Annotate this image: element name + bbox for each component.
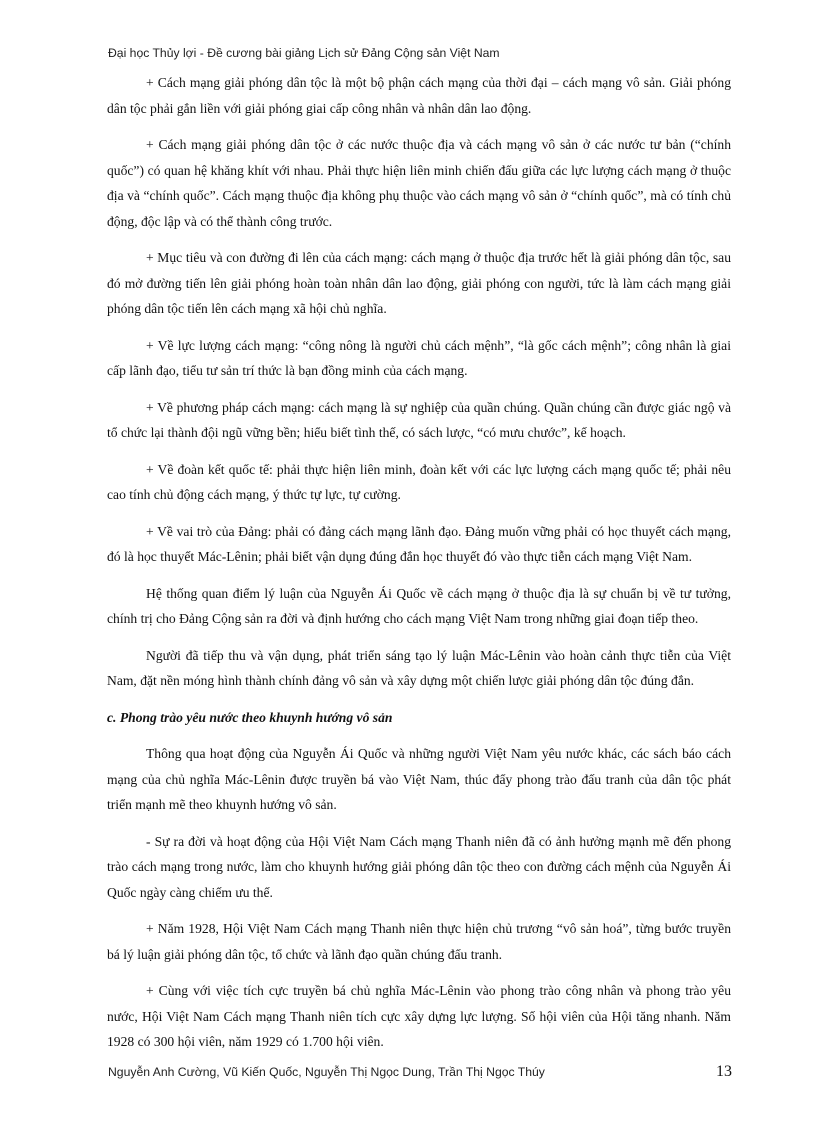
paragraph: - Sự ra đời và hoạt động của Hội Việt Nam Cách mạng Thanh niên đã có ảnh hưởng mạnh mẽ đến phong trào cách mạng trong nước, làm cho khuynh hướng giải phóng dân tộc theo con đường cách mệnh của Nguyễn Ái Quốc ngày càng chiếm ưu thế. [107,833,731,900]
paragraph: + Về đoàn kết quốc tế: phải thực hiện liên minh, đoàn kết với các lực lượng cách mạng quốc tế; phải nêu cao tính chủ động cách mạng, ý thức tự lực, tự cường. [107,461,731,502]
footer-authors: Nguyễn Anh Cường, Vũ Kiến Quốc, Nguyễn Thị Ngọc Dung, Trần Thị Ngọc Thúy [108,1065,545,1079]
paragraph: Hệ thống quan điểm lý luận của Nguyễn Ái Quốc về cách mạng ở thuộc địa là sự chuẩn bị về tư tưởng, chính trị cho Đảng Cộng sản ra đời và định hướng cho cách mạng Việt Nam trong những giai đoạn tiếp theo. [107,585,731,626]
paragraph: + Về lực lượng cách mạng: “công nông là người chủ cách mệnh”, “là gốc cách mệnh”; công nhân là giai cấp lãnh đạo, tiểu tư sản trí thức là bạn đồng minh của cách mạng. [107,337,731,378]
running-header: Đại học Thủy lợi - Đề cương bài giảng Lịch sử Đảng Cộng sản Việt Nam [108,46,500,60]
paragraph: + Cùng với việc tích cực truyền bá chủ nghĩa Mác-Lênin vào phong trào công nhân và phong trào yêu nước, Hội Việt Nam Cách mạng Thanh niên tích cực xây dựng lực lượng. Số hội viên của Hội tăng nhanh. Năm 1928 có 300 hội viên, năm 1929 có 1.700 hội viên. [107,983,731,1049]
paragraph: + Năm 1928, Hội Việt Nam Cách mạng Thanh niên thực hiện chủ trương “vô sản hoá”, từng bước truyền bá lý luận giải phóng dân tộc, tổ chức và lãnh đạo quần chúng đấu tranh. [107,921,731,962]
section-heading: c. Phong trào yêu nước theo khuynh hướng vô sản [107,709,393,725]
paragraph: + Mục tiêu và con đường đi lên của cách mạng: cách mạng ở thuộc địa trước hết là giải phóng dân tộc, sau đó mở đường tiến lên giải phóng hoàn toàn nhân dân lao động, giải phóng con người, tức là làm cách mạng giải phóng dân tộc tiến lên cách mạng xã hội chủ nghĩa. [107,250,731,316]
paragraph: Người đã tiếp thu và vận dụng, phát triển sáng tạo lý luận Mác-Lênin vào hoàn cảnh thực tiễn của Việt Nam, đặt nền móng hình thành chính đảng vô sản và xây dựng một chiến lược giải phóng dân tộc đúng đắn. [107,647,731,688]
paragraph: + Về phương pháp cách mạng: cách mạng là sự nghiệp của quần chúng. Quần chúng cần được giác ngộ và tổ chức lại thành đội ngũ vững bền; hiểu biết tình thế, có sách lược, “có mưu chước”, kế hoạch. [107,399,731,440]
page-body [107,70,731,1066]
paragraph: + Cách mạng giải phóng dân tộc ở các nước thuộc địa và cách mạng vô sản ở các nước tư bản (“chính quốc”) có quan hệ khăng khít với nhau. Phải thực hiện liên minh chiến đấu giữa các lực lượng cách mạng ở thuộc địa và “chính quốc”. Cách mạng thuộc địa không phụ thuộc vào cách mạng vô sản ở “chính quốc”, mà có tính chủ động, độc lập và có thể thành công trước. [107,137,731,229]
page-number: 13 [716,1063,732,1080]
paragraph: + Cách mạng giải phóng dân tộc là một bộ phận cách mạng của thời đại – cách mạng vô sản. Giải phóng dân tộc phải gắn liền với giải phóng giai cấp công nhân và nhân dân lao động. [107,75,731,116]
paragraph: Thông qua hoạt động của Nguyễn Ái Quốc và những người Việt Nam yêu nước khác, các sách báo cách mạng của chủ nghĩa Mác-Lênin được truyền bá vào Việt Nam, thúc đẩy phong trào đấu tranh của dân tộc phát triển mạnh mẽ theo khuynh hướng vô sản. [107,746,731,812]
paragraph: + Về vai trò của Đảng: phải có đảng cách mạng lãnh đạo. Đảng muốn vững phải có học thuyết cách mạng, đó là học thuyết Mác-Lênin; phải biết vận dụng đúng đắn học thuyết đó vào thực tiễn cách mạng Việt Nam. [107,523,731,564]
page-footer [108,1063,732,1083]
